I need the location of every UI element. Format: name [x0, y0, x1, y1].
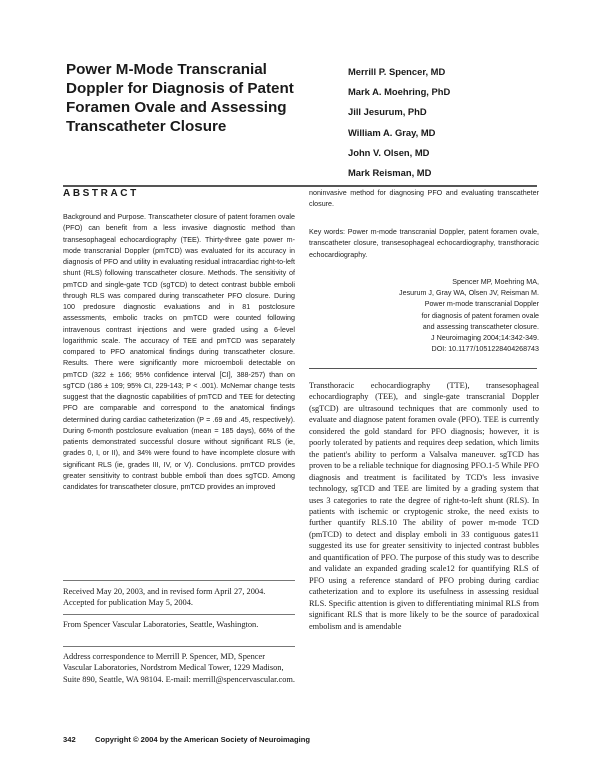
citation-line: Jesurum J, Gray WA, Olsen JV, Reisman M.: [399, 289, 539, 298]
author: Merrill P. Spencer, MD: [348, 66, 446, 77]
article-title: Power M-Mode Transcranial Doppler for Diagnosis of Patent Foramen Ovale and Assessing Transcatheter Closure: [66, 61, 294, 135]
body-text: Transthoracic echocardiography (TTE), transesophageal echocardiography (TEE), and single-gate transcranial Doppler (sgTCD) are ultrasound techniques that are commonly used to evaluate and diagnose patent foramen ovale (PFO). TEE is currently considered the gold standard for PFO diagnosis; however, it is poorly tolerated by patients and requires deep sedation, which limits the patient's ability to perform a Valsalva maneuver. sgTCD has proven to be a reliable technique for diagnosing PFO.1-5 While PFO diagnosis and treatment is facilitated by TCD's less invasive technology, sgTCD and TEE are limited by a grading system that uses 3 categories to rate the degree of right-to-left shunt (RLS). In patients with ischemic or cryptogenic stroke, the need exists to further quantify RLS.10 The ability of power m-mode TCD (pmTCD) to detect and display emboli in 33 contiguous gates11 suggested its use for greater sensitivity to injected contrast bubbles and quantification of PFO. The purpose of this study was to describe and validate an expanded grading scale12 for quantifying RLS of PFO using a reference standard of PFO probing during cardiac catheterization and to explore its usefulness in assessing residual RLS. Specific attention is given to differentiating minimal RLS from significant RLS that is more likely to be the source of paradoxical embolism and is amendable: [309, 381, 539, 631]
abstract-continuation: noninvasive method for diagnosing PFO and evaluating transcatheter closure.: [309, 189, 539, 209]
correspondence-note: Address correspondence to Merrill P. Spencer, MD, Spencer Vascular Laboratories, Nordstrom Medical Tower, 1229 Madison, Suite 890, Seattle, WA 98104. E-mail: merrill@spencervascular.com.: [63, 652, 295, 684]
citation-line: for diagnosis of patent foramen ovale: [421, 311, 539, 320]
citation-block: [380, 277, 539, 355]
citation-line: and assessing transcatheter closure.: [422, 322, 539, 331]
copyright: Copyright © 2004 by the American Society of Neuroimaging: [95, 735, 311, 744]
author: John V. Olsen, MD: [348, 146, 430, 158]
citation-line: J Neuroimaging 2004;14:342-349.: [431, 334, 539, 343]
author: Mark A. Moehring, PhD: [348, 86, 451, 98]
page-footer: [63, 735, 310, 744]
citation-line: DOI: 10.1177/1051228404268743: [431, 345, 539, 354]
divider-notes: [63, 580, 295, 581]
page-number: 342: [63, 735, 76, 744]
affiliation-note: From Spencer Vascular Laboratories, Seattle, Washington.: [63, 620, 259, 629]
divider-notes: [63, 614, 295, 615]
abstract-body: Background and Purpose. Transcatheter closure of patent foramen ovale (PFO) can benefit from a less invasive diagnostic method than transesophageal echocardiography (TEE). Thirty-three gate power m-mode transcranial Doppler (pmTCD) was evaluated for its accuracy in diagnosis of PFO and utility in evaluating residual intracardiac right-to-left shunt (RLS) following transcatheter closure. Methods. The sensitivity of pmTCD and single-gate TCD (sgTCD) to detect contrast bubble emboli through RLS was compared during transcatheter PFO closure. During 100 predosure diagnostic evaluations and in 81 postclosure assessments, embolic tracks on pmTCD were counted following intravenous contrast injections and were graded using a 6-level logarithmic scale. The accuracy of TEE and pmTCD was separately compared to PFO anatomical findings during transcatheter closure. Results. There were significantly more microemboli detectable on pmTCD (322 ± 166; 95% confidence interval [CI], 388-257) than on sgTCD (186 ± 109; 95% CI, 229-143; P < .001). McNemar change tests suggest that the diagnostic capabilities of pmTCD and TEE for detecting PFO are comparable and correspond to the anatomical findings determined during cardiac catheterization (P = .69 and .45, respectively). During 6-month postclosure evaluation (mean = 185 days), 66% of the patients demonstrated successful closure without significant RLS (ie, grades 0, I, or II), and 34% were found to have incomplete closure with significant RLS (ie, grades III, IV, or V). Conclusions. pmTCD provides greater sensitivity to contrast bubble emboli than does sgTCD. Among candidates for transcatheter closure, pmTCD provides an improved: [63, 213, 295, 491]
abstract-heading: ABSTRACT: [63, 188, 139, 199]
author-list: [348, 62, 548, 183]
divider-notes: [63, 646, 295, 647]
citation-line: Spencer MP, Moehring MA,: [452, 278, 539, 286]
divider-abstract-end: [309, 368, 537, 369]
received-note: Received May 20, 2003, and in revised form April 27, 2004. Accepted for publication May 5, 2004.: [63, 587, 266, 608]
citation-line: Power m-mode transcranial Doppler: [424, 300, 539, 309]
author: Jill Jesurum, PhD: [348, 106, 427, 118]
divider-top: [63, 185, 537, 187]
author: Mark Reisman, MD: [348, 167, 432, 179]
keywords: Key words: Power m-mode transcranial Doppler, patent foramen ovale, transcatheter closure, transesophageal echocardiography, transthoracic echocardiography.: [309, 228, 539, 259]
author: William A. Gray, MD: [348, 126, 436, 138]
